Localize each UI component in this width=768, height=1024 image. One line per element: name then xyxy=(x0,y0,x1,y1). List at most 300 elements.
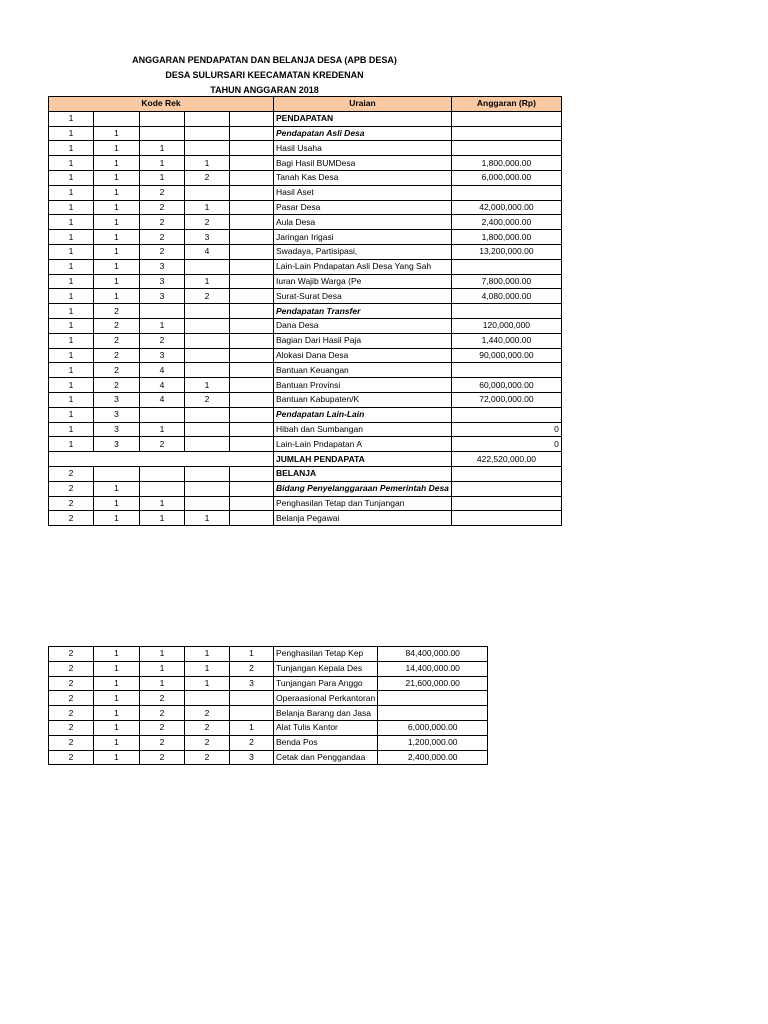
table-row xyxy=(49,437,562,452)
kode-cell-5 xyxy=(230,200,274,215)
uraian-text: Cetak dan Penggandaa xyxy=(276,751,366,762)
uraian-cell xyxy=(274,676,378,691)
kode-cell-4: 1 xyxy=(185,661,230,676)
uraian-cell xyxy=(274,244,452,259)
uraian-cell xyxy=(274,126,452,141)
table-row xyxy=(49,496,562,511)
uraian-text: Tunjangan Para Anggo xyxy=(276,677,363,688)
anggaran-cell: 0 xyxy=(451,422,561,437)
kode-cell-5 xyxy=(230,348,274,363)
kode-cell-5 xyxy=(230,378,274,393)
table-row xyxy=(49,511,562,526)
uraian-text: Operaasional Perkantoran xyxy=(276,692,376,703)
kode-cell-3: 2 xyxy=(140,706,185,721)
uraian-text: Bantuan Keuangan xyxy=(276,364,349,375)
kode-cell-5 xyxy=(230,259,274,274)
kode-cell-5 xyxy=(230,156,274,171)
anggaran-cell: 0 xyxy=(451,437,561,452)
kode-cell-5 xyxy=(230,422,274,437)
uraian-cell xyxy=(274,511,452,526)
anggaran-cell: 1,440,000.00 xyxy=(451,333,561,348)
kode-cell-1: 1 xyxy=(49,437,94,452)
kode-cell-1: 2 xyxy=(49,706,94,721)
kode-cell-4: 1 xyxy=(185,511,230,526)
kode-cell-2: 2 xyxy=(94,304,140,319)
kode-cell-4 xyxy=(185,363,230,378)
table-row xyxy=(49,304,562,319)
kode-cell-5 xyxy=(230,274,274,289)
kode-cell-1: 1 xyxy=(49,200,94,215)
table-row xyxy=(49,720,488,735)
kode-cell-5 xyxy=(230,126,274,141)
uraian-text: Dana Desa xyxy=(276,320,319,331)
kode-cell-1: 1 xyxy=(49,318,94,333)
uraian-text: Benda Pos xyxy=(276,737,318,748)
anggaran-cell: 72,000,000.00 xyxy=(451,392,561,407)
anggaran-cell xyxy=(451,259,561,274)
uraian-cell xyxy=(274,750,378,765)
table-row xyxy=(49,363,562,378)
kode-cell-2: 1 xyxy=(94,185,140,200)
anggaran-cell xyxy=(451,111,561,126)
table-row xyxy=(49,215,562,230)
kode-cell-3: 1 xyxy=(140,511,185,526)
kode-cell-3: 2 xyxy=(140,437,185,452)
uraian-cell xyxy=(274,422,452,437)
kode-cell-3: 1 xyxy=(140,496,185,511)
table-row xyxy=(49,318,562,333)
anggaran-cell: 2,400,000.00 xyxy=(378,750,488,765)
kode-cell-5: 3 xyxy=(230,750,274,765)
kode-cell-3: 1 xyxy=(140,170,185,185)
kode-cell-3: 3 xyxy=(140,259,185,274)
table-row xyxy=(49,750,488,765)
kode-cell-4 xyxy=(185,348,230,363)
uraian-text: Bagi Hasil BUMDesa xyxy=(276,157,356,168)
kode-cell-1: 1 xyxy=(49,111,94,126)
kode-cell-3: 3 xyxy=(140,274,185,289)
uraian-text: Bantuan Kabupaten/K xyxy=(276,394,360,405)
kode-cell-2: 1 xyxy=(94,289,140,304)
kode-cell-2: 1 xyxy=(94,720,140,735)
uraian-cell xyxy=(274,348,452,363)
uraian-cell xyxy=(274,481,452,496)
kode-cell-4: 4 xyxy=(185,244,230,259)
kode-cell-5: 2 xyxy=(230,735,274,750)
kode-cell-2: 2 xyxy=(94,318,140,333)
kode-cell-3: 4 xyxy=(140,392,185,407)
kode-cell-4 xyxy=(185,111,230,126)
uraian-text: Surat-Surat Desa xyxy=(276,290,342,301)
kode-cell-3: 1 xyxy=(140,141,185,156)
kode-cell-3: 1 xyxy=(140,647,185,662)
kode-cell-4: 1 xyxy=(185,156,230,171)
kode-cell-1: 1 xyxy=(49,304,94,319)
kode-cell-4: 2 xyxy=(185,289,230,304)
kode-cell-1: 2 xyxy=(49,676,94,691)
table-row xyxy=(49,378,562,393)
anggaran-cell: 60,000,000.00 xyxy=(451,378,561,393)
kode-cell-2: 1 xyxy=(94,170,140,185)
kode-cell-4 xyxy=(185,318,230,333)
kode-cell-2: 2 xyxy=(94,333,140,348)
kode-cell-5 xyxy=(230,333,274,348)
kode-cell-5 xyxy=(230,511,274,526)
kode-cell-2: 1 xyxy=(94,200,140,215)
kode-cell-3: 4 xyxy=(140,363,185,378)
uraian-text: Bagian Dari Hasil Paja xyxy=(276,335,362,346)
kode-cell-1: 1 xyxy=(49,378,94,393)
table-row xyxy=(49,466,562,481)
kode-cell-4 xyxy=(185,481,230,496)
uraian-text: Pendapatan Lain-Lain xyxy=(276,409,365,420)
kode-cell-3: 2 xyxy=(140,215,185,230)
kode-cell-2: 1 xyxy=(94,735,140,750)
kode-cell-4: 3 xyxy=(185,230,230,245)
title-line-3: TAHUN ANGGARAN 2018 xyxy=(210,85,319,95)
anggaran-cell: 422,520,000.00 xyxy=(451,452,561,467)
kode-cell-1: 2 xyxy=(49,720,94,735)
kode-cell-2: 1 xyxy=(94,481,140,496)
anggaran-cell: 1,800,000.00 xyxy=(451,156,561,171)
kode-cell-4 xyxy=(185,437,230,452)
table-row xyxy=(49,422,562,437)
uraian-cell xyxy=(274,215,452,230)
kode-cell-1: 1 xyxy=(49,259,94,274)
table-row xyxy=(49,676,488,691)
uraian-text: JUMLAH PENDAPATA xyxy=(276,453,365,464)
kode-cell-2: 1 xyxy=(94,661,140,676)
kode-cell-1: 1 xyxy=(49,407,94,422)
title-line-1: ANGGARAN PENDAPATAN DAN BELANJA DESA (APB DESA) xyxy=(132,55,397,65)
budget-table-expenditure xyxy=(48,646,488,765)
kode-cell-5: 2 xyxy=(230,661,274,676)
uraian-cell xyxy=(274,274,452,289)
kode-cell-2: 1 xyxy=(94,750,140,765)
kode-cell-1: 2 xyxy=(49,750,94,765)
kode-cell-4: 1 xyxy=(185,200,230,215)
kode-cell-1: 1 xyxy=(49,422,94,437)
kode-cell-3: 4 xyxy=(140,378,185,393)
table-row xyxy=(49,407,562,422)
uraian-cell xyxy=(274,661,378,676)
table-row xyxy=(49,274,562,289)
kode-cell-1: 2 xyxy=(49,661,94,676)
anggaran-cell: 1,800,000.00 xyxy=(451,230,561,245)
uraian-text: Bidang Penyelanggaraan Pemerintah Desa xyxy=(276,483,449,494)
anggaran-cell: 6,000,000.00 xyxy=(378,720,488,735)
kode-cell-5 xyxy=(230,481,274,496)
kode-cell-2: 3 xyxy=(94,422,140,437)
kode-cell-4 xyxy=(185,691,230,706)
kode-cell-5: 1 xyxy=(230,647,274,662)
uraian-cell xyxy=(274,318,452,333)
kode-cell-1: 2 xyxy=(49,511,94,526)
budget-table-revenue xyxy=(48,96,562,526)
kode-cell-3 xyxy=(140,111,185,126)
kode-cell-5 xyxy=(230,141,274,156)
kode-cell-3 xyxy=(140,481,185,496)
kode-cell-2: 1 xyxy=(94,230,140,245)
kode-cell-3: 2 xyxy=(140,735,185,750)
uraian-cell xyxy=(274,185,452,200)
kode-cell-1: 1 xyxy=(49,141,94,156)
anggaran-cell xyxy=(451,185,561,200)
uraian-text: Aula Desa xyxy=(276,216,316,227)
anggaran-cell: 90,000,000.00 xyxy=(451,348,561,363)
kode-cell-3: 1 xyxy=(140,318,185,333)
kode-cell-5 xyxy=(230,706,274,721)
uraian-text: Hibah dan Sumbangan xyxy=(276,423,363,434)
uraian-text: Swadaya, Partisipasi, xyxy=(276,246,358,257)
kode-cell-5 xyxy=(230,230,274,245)
table-row xyxy=(49,111,562,126)
kode-cell-4: 2 xyxy=(185,720,230,735)
kode-cell-4 xyxy=(185,422,230,437)
anggaran-cell: 84,400,000.00 xyxy=(378,647,488,662)
anggaran-cell xyxy=(378,691,488,706)
kode-cell-2: 2 xyxy=(94,363,140,378)
kode-cell-1: 2 xyxy=(49,466,94,481)
kode-cell-2: 1 xyxy=(94,647,140,662)
kode-cell-1: 1 xyxy=(49,244,94,259)
kode-cell-1: 2 xyxy=(49,735,94,750)
kode-cell-4: 2 xyxy=(185,750,230,765)
kode-cell-4 xyxy=(185,304,230,319)
anggaran-cell: 14,400,000.00 xyxy=(378,661,488,676)
uraian-cell xyxy=(274,363,452,378)
table-header-row xyxy=(49,97,562,112)
table-row xyxy=(49,481,562,496)
anggaran-cell xyxy=(451,496,561,511)
document-title-block xyxy=(48,53,481,98)
kode-cell-4 xyxy=(185,185,230,200)
uraian-cell xyxy=(274,720,378,735)
uraian-text: PENDAPATAN xyxy=(276,113,334,124)
kode-cell-3 xyxy=(140,126,185,141)
uraian-text: Bantuan Provinsi xyxy=(276,379,341,390)
table-row xyxy=(49,259,562,274)
kode-cell-4: 1 xyxy=(185,378,230,393)
uraian-cell xyxy=(274,170,452,185)
uraian-cell xyxy=(274,111,452,126)
anggaran-cell xyxy=(451,511,561,526)
uraian-cell xyxy=(274,304,452,319)
kode-cell-3: 2 xyxy=(140,691,185,706)
anggaran-cell: 2,400,000.00 xyxy=(451,215,561,230)
kode-cell-4 xyxy=(185,466,230,481)
kode-cell-2: 2 xyxy=(94,348,140,363)
uraian-cell xyxy=(274,156,452,171)
kode-cell-4: 1 xyxy=(185,274,230,289)
table-row xyxy=(49,156,562,171)
table-row xyxy=(49,452,562,467)
table-row xyxy=(49,735,488,750)
kode-cell-1: 1 xyxy=(49,333,94,348)
table-row xyxy=(49,691,488,706)
kode-cell-3: 2 xyxy=(140,720,185,735)
kode-cell-5: 3 xyxy=(230,676,274,691)
kode-cell-2: 1 xyxy=(94,274,140,289)
kode-cell-5: 1 xyxy=(230,720,274,735)
uraian-cell xyxy=(274,706,378,721)
kode-cell-5 xyxy=(230,304,274,319)
kode-cell-1: 1 xyxy=(49,289,94,304)
uraian-text: Penghasilan Tetap dan Tunjangan xyxy=(276,497,405,508)
uraian-text: Alat Tulis Kantor xyxy=(276,722,338,733)
kode-cell-2: 2 xyxy=(94,378,140,393)
kode-cell-2 xyxy=(94,466,140,481)
kode-cell-2: 1 xyxy=(94,691,140,706)
kode-cell-2: 1 xyxy=(94,706,140,721)
kode-cell-3: 2 xyxy=(140,200,185,215)
anggaran-cell: 1,200,000.00 xyxy=(378,735,488,750)
kode-cell-3: 3 xyxy=(140,289,185,304)
kode-cell-4: 2 xyxy=(185,170,230,185)
anggaran-cell xyxy=(451,126,561,141)
uraian-text: Pendapatan Asli Desa xyxy=(276,127,365,138)
kode-cell-5 xyxy=(230,318,274,333)
uraian-cell xyxy=(274,691,378,706)
kode-cell-2: 1 xyxy=(94,156,140,171)
kode-cell-1: 1 xyxy=(49,363,94,378)
uraian-text: Pasar Desa xyxy=(276,201,321,212)
anggaran-cell: 42,000,000.00 xyxy=(451,200,561,215)
kode-cell-3: 3 xyxy=(140,348,185,363)
kode-cell-4 xyxy=(185,141,230,156)
kode-cell-2: 1 xyxy=(94,244,140,259)
uraian-text: Belanja Pegawai xyxy=(276,512,340,523)
table-row xyxy=(49,333,562,348)
kode-cell-3: 2 xyxy=(140,185,185,200)
kode-cell-3: 1 xyxy=(140,661,185,676)
uraian-cell xyxy=(274,496,452,511)
kode-cell-3: 2 xyxy=(140,333,185,348)
uraian-text: Jaringan Irigasi xyxy=(276,231,334,242)
uraian-text: Pendapatan Transfer xyxy=(276,305,361,316)
uraian-cell xyxy=(274,259,452,274)
kode-cell-2: 1 xyxy=(94,676,140,691)
anggaran-cell: 6,000,000.00 xyxy=(451,170,561,185)
uraian-text: Lain-Lain Pndapatan A xyxy=(276,438,363,449)
kode-cell-1: 2 xyxy=(49,691,94,706)
kode-cell-4: 2 xyxy=(185,735,230,750)
table-row xyxy=(49,392,562,407)
kode-cell-5 xyxy=(230,215,274,230)
kode-cell-4 xyxy=(185,333,230,348)
kode-cell-3 xyxy=(140,407,185,422)
table-row xyxy=(49,244,562,259)
kode-cell-1: 1 xyxy=(49,392,94,407)
kode-cell-3: 1 xyxy=(140,156,185,171)
kode-cell-2: 3 xyxy=(94,437,140,452)
table-row xyxy=(49,647,488,662)
kode-cell-4: 1 xyxy=(185,647,230,662)
kode-cell-4: 2 xyxy=(185,706,230,721)
anggaran-cell xyxy=(451,466,561,481)
anggaran-cell xyxy=(451,407,561,422)
uraian-cell xyxy=(274,392,452,407)
uraian-text: Hasil Aset xyxy=(276,187,314,198)
kode-cell-2: 3 xyxy=(94,407,140,422)
anggaran-cell: 4,080,000.00 xyxy=(451,289,561,304)
header-uraian: Uraian xyxy=(274,97,452,112)
kode-cell-1: 1 xyxy=(49,230,94,245)
anggaran-cell: 21,600,000.00 xyxy=(378,676,488,691)
kode-cell-5 xyxy=(230,170,274,185)
header-kode-rek: Kode Rek xyxy=(49,97,274,112)
uraian-cell xyxy=(274,466,452,481)
title-line-2: DESA SULURSARI KEECAMATAN KREDENAN xyxy=(165,70,364,80)
kode-cell-3: 2 xyxy=(140,750,185,765)
kode-cell-2: 1 xyxy=(94,141,140,156)
table-row xyxy=(49,706,488,721)
kode-cell-5 xyxy=(230,466,274,481)
kode-cell-4 xyxy=(185,407,230,422)
kode-cell-3: 1 xyxy=(140,422,185,437)
uraian-cell xyxy=(274,141,452,156)
kode-cell-2: 3 xyxy=(94,392,140,407)
table-row xyxy=(49,348,562,363)
uraian-text: Alokasi Dana Desa xyxy=(276,349,349,360)
uraian-cell xyxy=(274,452,452,467)
uraian-text: Hasil Usaha xyxy=(276,142,322,153)
kode-cell-1: 1 xyxy=(49,215,94,230)
kode-cell-5 xyxy=(230,289,274,304)
kode-cell-3: 1 xyxy=(140,676,185,691)
uraian-text: Tanah Kas Desa xyxy=(276,172,339,183)
kode-cell-1: 1 xyxy=(49,126,94,141)
kode-cell-5 xyxy=(230,691,274,706)
anggaran-cell: 7,800,000.00 xyxy=(451,274,561,289)
kode-cell-5 xyxy=(230,392,274,407)
kode-cell-5 xyxy=(230,496,274,511)
kode-cell-2: 1 xyxy=(94,215,140,230)
uraian-cell xyxy=(274,289,452,304)
kode-cell-4: 2 xyxy=(185,392,230,407)
kode-cell-5 xyxy=(230,437,274,452)
kode-cell-4: 1 xyxy=(185,676,230,691)
table-row xyxy=(49,230,562,245)
table-row xyxy=(49,661,488,676)
anggaran-cell xyxy=(451,141,561,156)
uraian-cell xyxy=(274,200,452,215)
uraian-cell xyxy=(274,437,452,452)
header-anggaran: Anggaran (Rp) xyxy=(451,97,561,112)
uraian-text: Tunjangan Kepala Des xyxy=(276,663,363,674)
uraian-cell xyxy=(274,333,452,348)
kode-cell-1: 1 xyxy=(49,274,94,289)
kode-cell-4 xyxy=(185,259,230,274)
uraian-cell xyxy=(274,735,378,750)
table-row xyxy=(49,141,562,156)
kode-cell-merged xyxy=(49,452,274,467)
anggaran-cell: 120,000,000 xyxy=(451,318,561,333)
kode-cell-3: 2 xyxy=(140,230,185,245)
kode-cell-4 xyxy=(185,126,230,141)
kode-cell-1: 1 xyxy=(49,348,94,363)
kode-cell-5 xyxy=(230,244,274,259)
uraian-text: Iuran Wajib Warga (Pe xyxy=(276,275,362,286)
uraian-cell xyxy=(274,378,452,393)
uraian-text: Belanja Barang dan Jasa xyxy=(276,707,371,718)
anggaran-cell: 13,200,000.00 xyxy=(451,244,561,259)
kode-cell-2 xyxy=(94,111,140,126)
kode-cell-1: 1 xyxy=(49,185,94,200)
uraian-text: Lain-Lain Pndapatan Asli Desa Yang Sah xyxy=(276,261,432,272)
uraian-text: BELANJA xyxy=(276,468,317,479)
kode-cell-1: 2 xyxy=(49,481,94,496)
